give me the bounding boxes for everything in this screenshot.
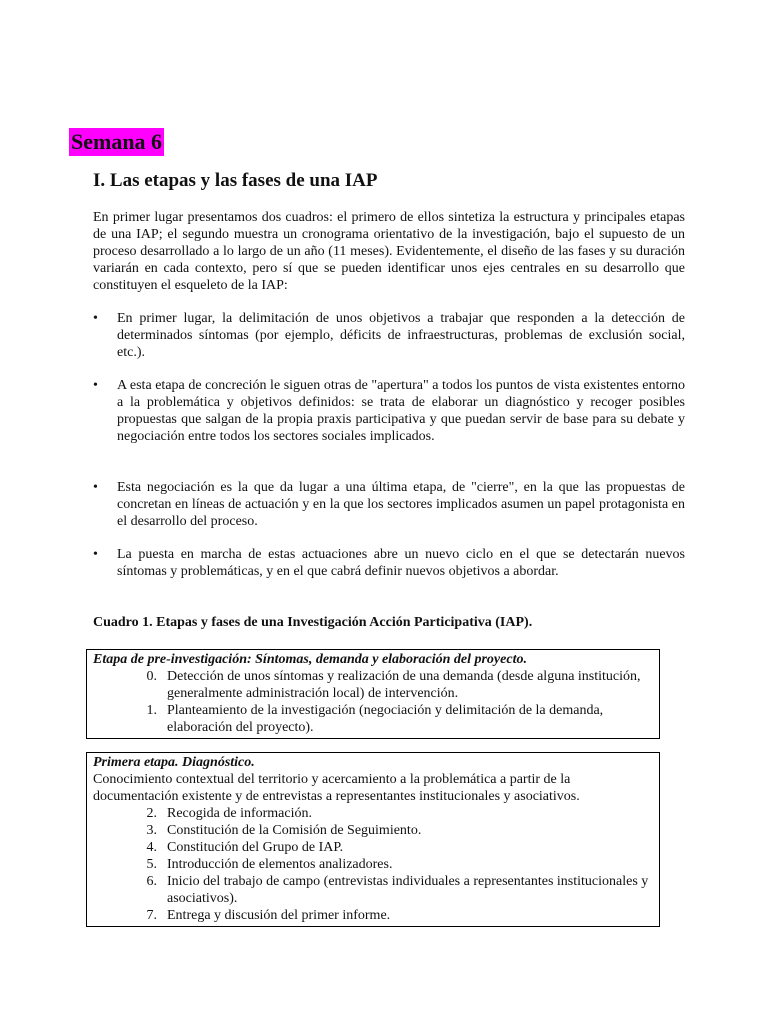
phase-item <box>93 839 653 856</box>
phase-number: 4. <box>146 840 157 855</box>
week-heading: Semana 6 <box>71 129 163 154</box>
phase-number: 5. <box>146 857 157 872</box>
phase-item <box>93 702 653 736</box>
phase-list <box>93 668 653 736</box>
bullet-text: En primer lugar, la delimitación de unos objetivos a trabajar que responden a la detección de determinados síntomas (por ejemplo, déficits de infraestructuras, problemas de exclusión social, etc.). <box>117 311 685 360</box>
bullet-text: Esta negociación es la que da lugar a una última etapa, de "cierre", en la que las propuestas de concretan en líneas de actuación y en la que los sectores implicados asumen un papel protagonista en el desarrollo del proceso. <box>117 480 685 529</box>
bullet-marker: • <box>93 480 98 495</box>
phase-list <box>93 805 653 924</box>
phase-item <box>93 873 653 907</box>
phase-number: 6. <box>146 874 157 889</box>
phase-text: Planteamiento de la investigación (negociación y delimitación de la demanda, elaboración del proyecto). <box>167 703 604 735</box>
bullet-item <box>93 377 685 445</box>
phase-number: 3. <box>146 823 157 838</box>
phase-number: 0. <box>146 669 157 684</box>
phase-number: 1. <box>146 703 157 718</box>
box-title: Primera etapa. Diagnóstico. <box>93 755 255 770</box>
table-caption: Cuadro 1. Etapas y fases de una Investigación Acción Participativa (IAP). <box>93 615 533 630</box>
bullet-item <box>93 479 685 530</box>
phase-item <box>93 805 653 822</box>
bullet-text: A esta etapa de concreción le siguen otras de "apertura" a todos los puntos de vista existentes entorno a la problemática y objetivos definidos: se trata de elaborar un diagnóstico y recoger posibles propuestas que salgan de la propia praxis participativa y que puedan servir de base para su debate y negociación entre todos los sectores sociales implicados. <box>117 378 685 444</box>
bullet-item <box>93 546 685 580</box>
phase-number: 2. <box>146 806 157 821</box>
box-description: Conocimiento contextual del territorio y acercamiento a la problemática a partir de la documentación existente y de entrevistas a representantes institucionales y asociativos. <box>93 772 580 804</box>
intro-paragraph: En primer lugar presentamos dos cuadros: el primero de ellos sintetiza la estructura y principales etapas de una IAP; el segundo muestra un cronograma orientativo de la investigación, bajo el supuesto de un proceso desarrollado a lo largo de un año (11 meses). Evidentemente, el diseño de las fases y su duración variarán en cada contexto, pero sí que se pueden identificar unos ejes centrales en su desarrollo que constituyen el esqueleto de la IAP: <box>93 210 685 293</box>
box-title: Etapa de pre-investigación: Síntomas, demanda y elaboración del proyecto. <box>93 652 527 667</box>
phase-text: Inicio del trabajo de campo (entrevistas individuales a representantes institucionales y asociativos). <box>167 874 649 906</box>
phase-text: Recogida de información. <box>167 806 313 821</box>
bullet-marker: • <box>93 378 98 393</box>
diagnosis-stage-box <box>86 752 660 927</box>
phase-item <box>93 856 653 873</box>
phase-number: 7. <box>146 908 157 923</box>
phase-text: Introducción de elementos analizadores. <box>167 857 393 872</box>
phase-item <box>93 907 653 924</box>
phase-item <box>93 668 653 702</box>
phase-text: Entrega y discusión del primer informe. <box>167 908 391 923</box>
section-title: I. Las etapas y las fases de una IAP <box>93 170 378 191</box>
bullet-marker: • <box>93 547 98 562</box>
phase-text: Constitución del Grupo de IAP. <box>167 840 344 855</box>
pre-research-stage-box <box>86 649 660 739</box>
phase-text: Detección de unos síntomas y realización de una demanda (desde alguna institución, generalmente administración local) de intervención. <box>167 669 641 701</box>
bullet-text: La puesta en marcha de estas actuaciones abre un nuevo ciclo en el que se detectarán nuevos síntomas y problemáticas, y en el que cabrá definir nuevos objetivos a abordar. <box>117 547 685 579</box>
bullet-marker: • <box>93 311 98 326</box>
phase-item <box>93 822 653 839</box>
bullet-item <box>93 310 685 361</box>
phase-text: Constitución de la Comisión de Seguimiento. <box>167 823 422 838</box>
